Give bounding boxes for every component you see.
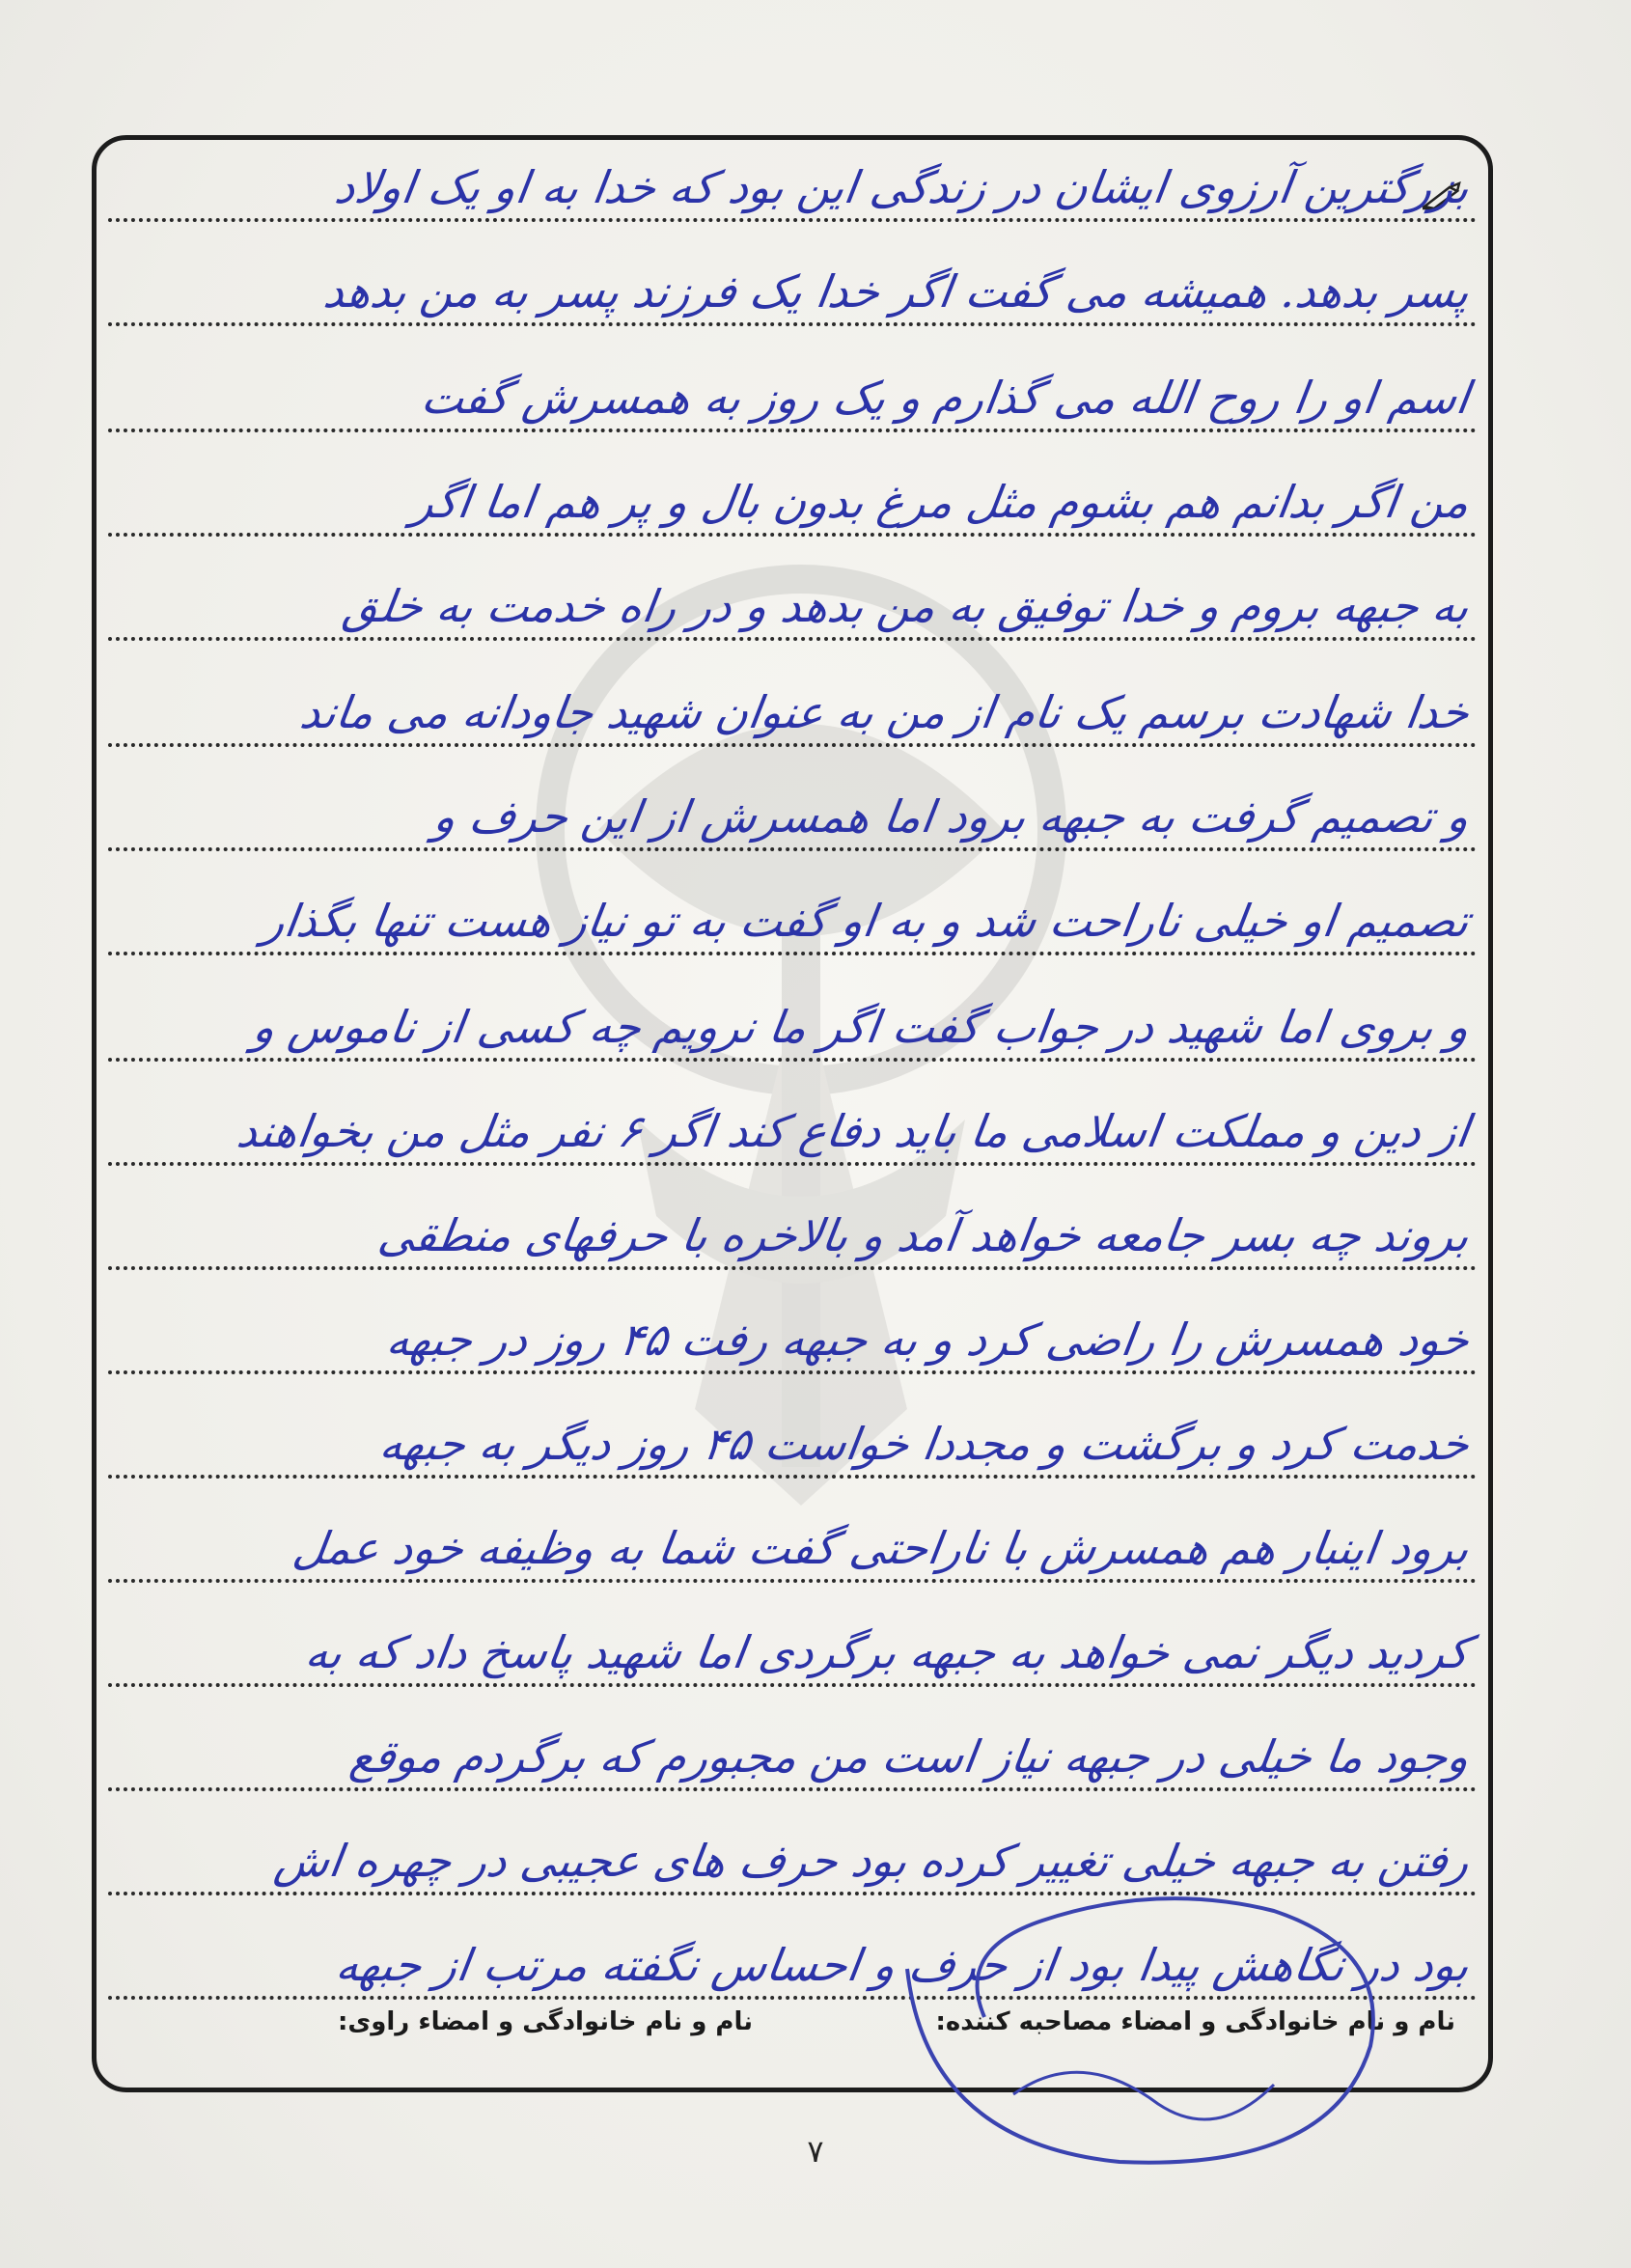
text-line bbox=[108, 259, 1477, 326]
interviewer-signature-label: نام و نام خانوادگی و امضاء مصاحبه کننده: bbox=[935, 2007, 1455, 2036]
handwritten-text: و بروی اما شهید در جواب گفت اگر ما نرویم چه کسی از ناموس و bbox=[249, 1001, 1473, 1053]
text-line bbox=[108, 1724, 1477, 1791]
text-line bbox=[108, 784, 1477, 851]
text-line bbox=[108, 888, 1477, 955]
handwritten-text: اسم او را روح الله می گذارم و یک روز به همسرش گفت bbox=[418, 372, 1473, 424]
text-line bbox=[108, 573, 1477, 641]
text-line bbox=[108, 1098, 1477, 1166]
handwritten-text: خدمت کرد و برگشت و مجددا خواست ۴۵ روز دیگر به جبهه bbox=[376, 1418, 1473, 1470]
handwritten-text: خدا شهادت برسم یک نام از من به عنوان شهید جاودانه می ماند bbox=[296, 686, 1473, 738]
handwritten-text: بود در نگاهش پیدا بود از حرف و احساس نگفته مرتب از جبهه bbox=[332, 1939, 1473, 1991]
handwritten-text: خود همسرش را راضی کرد و به جبهه رفت ۴۵ روز در جبهه bbox=[383, 1314, 1473, 1366]
text-line bbox=[108, 469, 1477, 537]
text-line bbox=[108, 1515, 1477, 1583]
handwritten-text: بروند چه بسر جامعه خواهد آمد و بالاخره با حرفهای منطقی bbox=[374, 1209, 1473, 1261]
narrator-signature-label: نام و نام خانوادگی و امضاء راوی: bbox=[338, 2007, 753, 2036]
text-line bbox=[108, 1203, 1477, 1270]
handwritten-text: کردید دیگر نمی خواهد به جبهه برگردی اما شهید پاسخ داد که به bbox=[302, 1626, 1473, 1678]
handwritten-text: و تصمیم گرفت به جبهه برود اما همسرش از این حرف و bbox=[430, 790, 1473, 843]
text-line bbox=[108, 1307, 1477, 1374]
handwritten-text: وجود ما خیلی در جبهه نیاز است من مجبورم که برگردم موقع bbox=[346, 1730, 1473, 1783]
handwritten-text: بزرگترین آرزوی ایشان در زندگی این بود که خدا به او یک اولاد bbox=[331, 161, 1473, 213]
signature-scribble bbox=[869, 1853, 1409, 2200]
handwritten-text: رفتن به جبهه خیلی تغییر کرده بود حرف های عجیبی در چهره اش bbox=[271, 1835, 1473, 1887]
handwritten-text: از دین و مملکت اسلامی ما باید دفاع کند اگر ۶ نفر مثل من بخواهند bbox=[234, 1105, 1473, 1157]
handwritten-text: پسر بدهد. همیشه می گفت اگر خدا یک فرزند پسر به من بدهد bbox=[320, 265, 1473, 318]
page-number: ۷ bbox=[807, 2133, 824, 2170]
handwritten-text: برود اینبار هم همسرش با ناراحتی گفت شما به وظیفه خود عمل bbox=[290, 1522, 1473, 1574]
text-line bbox=[108, 679, 1477, 747]
text-line bbox=[108, 154, 1477, 222]
handwritten-text: من اگر بدانم هم بشوم مثل مرغ بدون بال و پر هم اما اگر bbox=[408, 476, 1473, 528]
handwritten-text: تصمیم او خیلی ناراحت شد و به او گفت به تو نیاز هست تنها بگذار bbox=[260, 895, 1473, 947]
handwritten-text: به جبهه بروم و خدا توفیق به من بدهد و در راه خدمت به خلق bbox=[340, 580, 1473, 632]
text-line bbox=[108, 1619, 1477, 1687]
text-line bbox=[108, 1411, 1477, 1479]
text-line bbox=[108, 994, 1477, 1062]
text-line bbox=[108, 365, 1477, 432]
